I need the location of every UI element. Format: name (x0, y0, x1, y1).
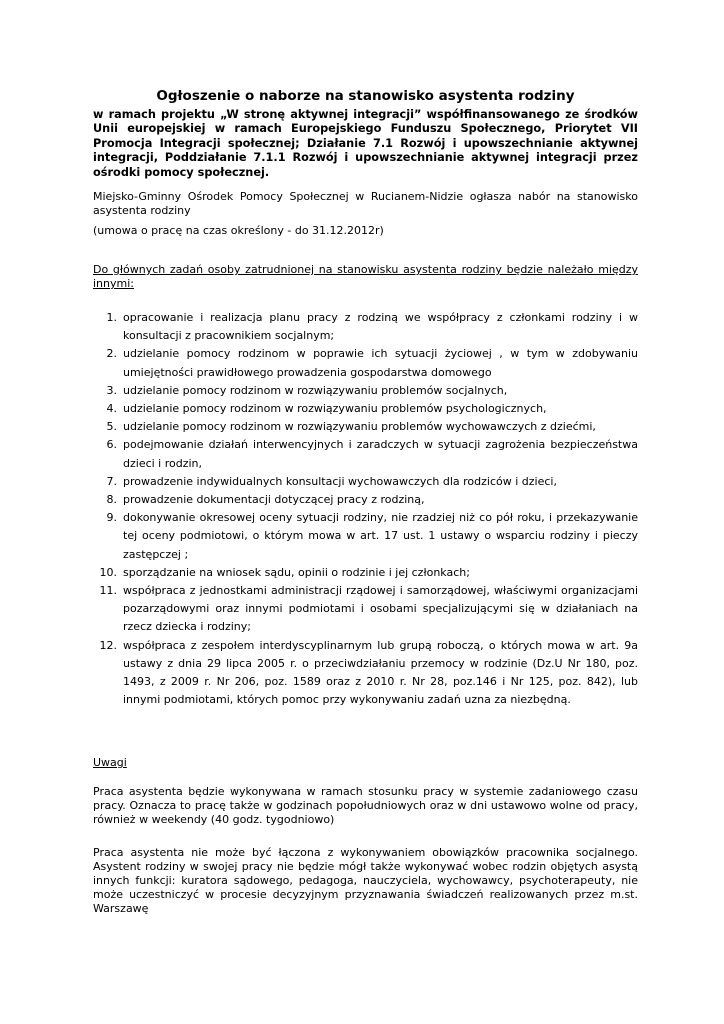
list-item-text: udzielanie pomocy rodzinom w poprawie ich sytuacji życiowej , w tym w zdobywaniu umiejętności prawidłowego prowadzenia gospodarstwa domowego (123, 347, 638, 379)
list-item-text: podejmowanie działań interwencyjnych i zaradczych w sytuacji zagrożenia bezpieczeństwa dzieci i rodzin, (123, 438, 638, 470)
list-item-number: 7. (106, 474, 117, 488)
list-item-number: 5. (106, 420, 117, 434)
list-item (93, 509, 638, 564)
duties-heading: Do głównych zadań osoby zatrudnionej na stanowisku asystenta rodziny będzie należało między innymi: (93, 263, 638, 290)
list-item (93, 491, 638, 509)
list-item-text: opracowanie i realizacja planu pracy z rodziną we współpracy z członkami rodziny i w konsultacji z pracownikiem socjalnym; (123, 311, 638, 343)
list-item (93, 436, 638, 472)
list-item-text: dokonywanie okresowej oceny sytuacji rodziny, nie rzadziej niż co pół roku, i przekazywanie tej oceny podmiotowi, o którym mowa w art. 17 ust. 1 ustawy o wsparciu rodziny i pieczy zastępczej ; (123, 511, 638, 561)
note-paragraph: Praca asystenta będzie wykonywana w ramach stosunku pracy w systemie zadaniowego czasu pracy. Oznacza to pracę także w godzinach popołudniowych oraz w dni ustawowo wolne od pracy, również w weekendy (40 godz. tygodniowo) (93, 785, 638, 826)
intro-paragraph: Miejsko-Gminny Ośrodek Pomocy Społecznej w Rucianem-Nidzie ogłasza nabór na stanowisko asystenta rodziny (93, 190, 638, 218)
list-item-number: 6. (106, 438, 117, 452)
list-item-text: sporządzanie na wniosek sądu, opinii o rodzinie i jej członkach; (123, 565, 470, 579)
list-item-number: 9. (106, 511, 117, 525)
list-item (93, 637, 638, 710)
list-item (93, 473, 638, 491)
document-page (93, 88, 638, 915)
list-item-number: 11. (99, 584, 117, 598)
list-item-text: współpraca z jednostkami administracji rządowej i samorządowej, właściwymi organizacjami pozarządowymi oraz innymi podmiotami i osobami specjalizującymi się w działaniach na rzecz dziecka i rodziny; (123, 584, 638, 634)
list-item-number: 2. (106, 347, 117, 361)
list-item (93, 582, 638, 637)
list-item (93, 345, 638, 381)
notes-heading: Uwagi (93, 756, 127, 769)
contract-info: (umowa o pracę na czas określony - do 31.12.2012r) (93, 224, 384, 238)
list-item (93, 418, 638, 436)
list-item-number: 1. (106, 311, 117, 324)
list-item-number: 4. (106, 402, 117, 416)
list-item-number: 12. (99, 638, 117, 652)
list-item-text: prowadzenie indywidualnych konsultacji wychowawczych dla rodziców i dzieci, (123, 474, 557, 488)
list-item (93, 400, 638, 418)
list-item-text: udzielanie pomocy rodzinom w rozwiązywaniu problemów wychowawczych z dziećmi, (123, 420, 596, 434)
list-item-number: 3. (106, 383, 117, 397)
project-subtitle: w ramach projektu „W stronę aktywnej integracji” współfinansowanego ze środków Unii europejskiej w ramach Europejskiego Funduszu Społecznego, Priorytet VII Promocja Integracji społecznej; Działanie 7.1 Rozwój i upowszechnianie aktywnej integracji, Poddziałanie 7.1.1 Rozwój i upowszechnianie aktywnej integracji przez ośrodki pomocy społecznej. (93, 108, 638, 179)
list-item (93, 564, 638, 582)
list-item-text: współpraca z zespołem interdyscyplinarnym lub grupą roboczą, o których mowa w art. 9a ustawy z dnia 29 lipca 2005 r. o przeciwdziałaniu przemocy w rodzinie (Dz.U Nr 180, poz. 1493, z 2009 r. Nr 206, poz. 1589 oraz z 2010 r. Nr 28, poz.146 i Nr 125, poz. 842), lub innymi podmiotami, których pomoc przy wykonywaniu zadań uzna za niezbędną. (123, 638, 638, 707)
page-title: Ogłoszenie o naborze na stanowisko asystenta rodziny (156, 88, 575, 104)
duties-list (93, 309, 638, 709)
list-item-number: 10. (99, 565, 117, 579)
list-item-number: 8. (106, 493, 117, 507)
list-item-text: udzielanie pomocy rodzinom w rozwiązywaniu problemów socjalnych, (123, 383, 508, 397)
list-item (93, 382, 638, 400)
list-item-text: udzielanie pomocy rodzinom w rozwiązywaniu problemów psychologicznych, (123, 402, 547, 416)
list-item-text: prowadzenie dokumentacji dotyczącej pracy z rodziną, (123, 493, 425, 507)
list-item (93, 309, 638, 345)
note-paragraph: Praca asystenta nie może być łączona z wykonywaniem obowiązków pracownika socjalnego. Asystent rodziny w swojej pracy nie będzie mógł także wykonywać wobec rodzin objętych asystą innych funkcji: kuratora sądowego, pedagoga, nauczyciela, wychowawcy, psychoterapeuty, nie może uczestniczyć w procesie decyzyjnym przyznawania świadczeń realizowanych przez m.st. Warszawę (93, 846, 638, 915)
